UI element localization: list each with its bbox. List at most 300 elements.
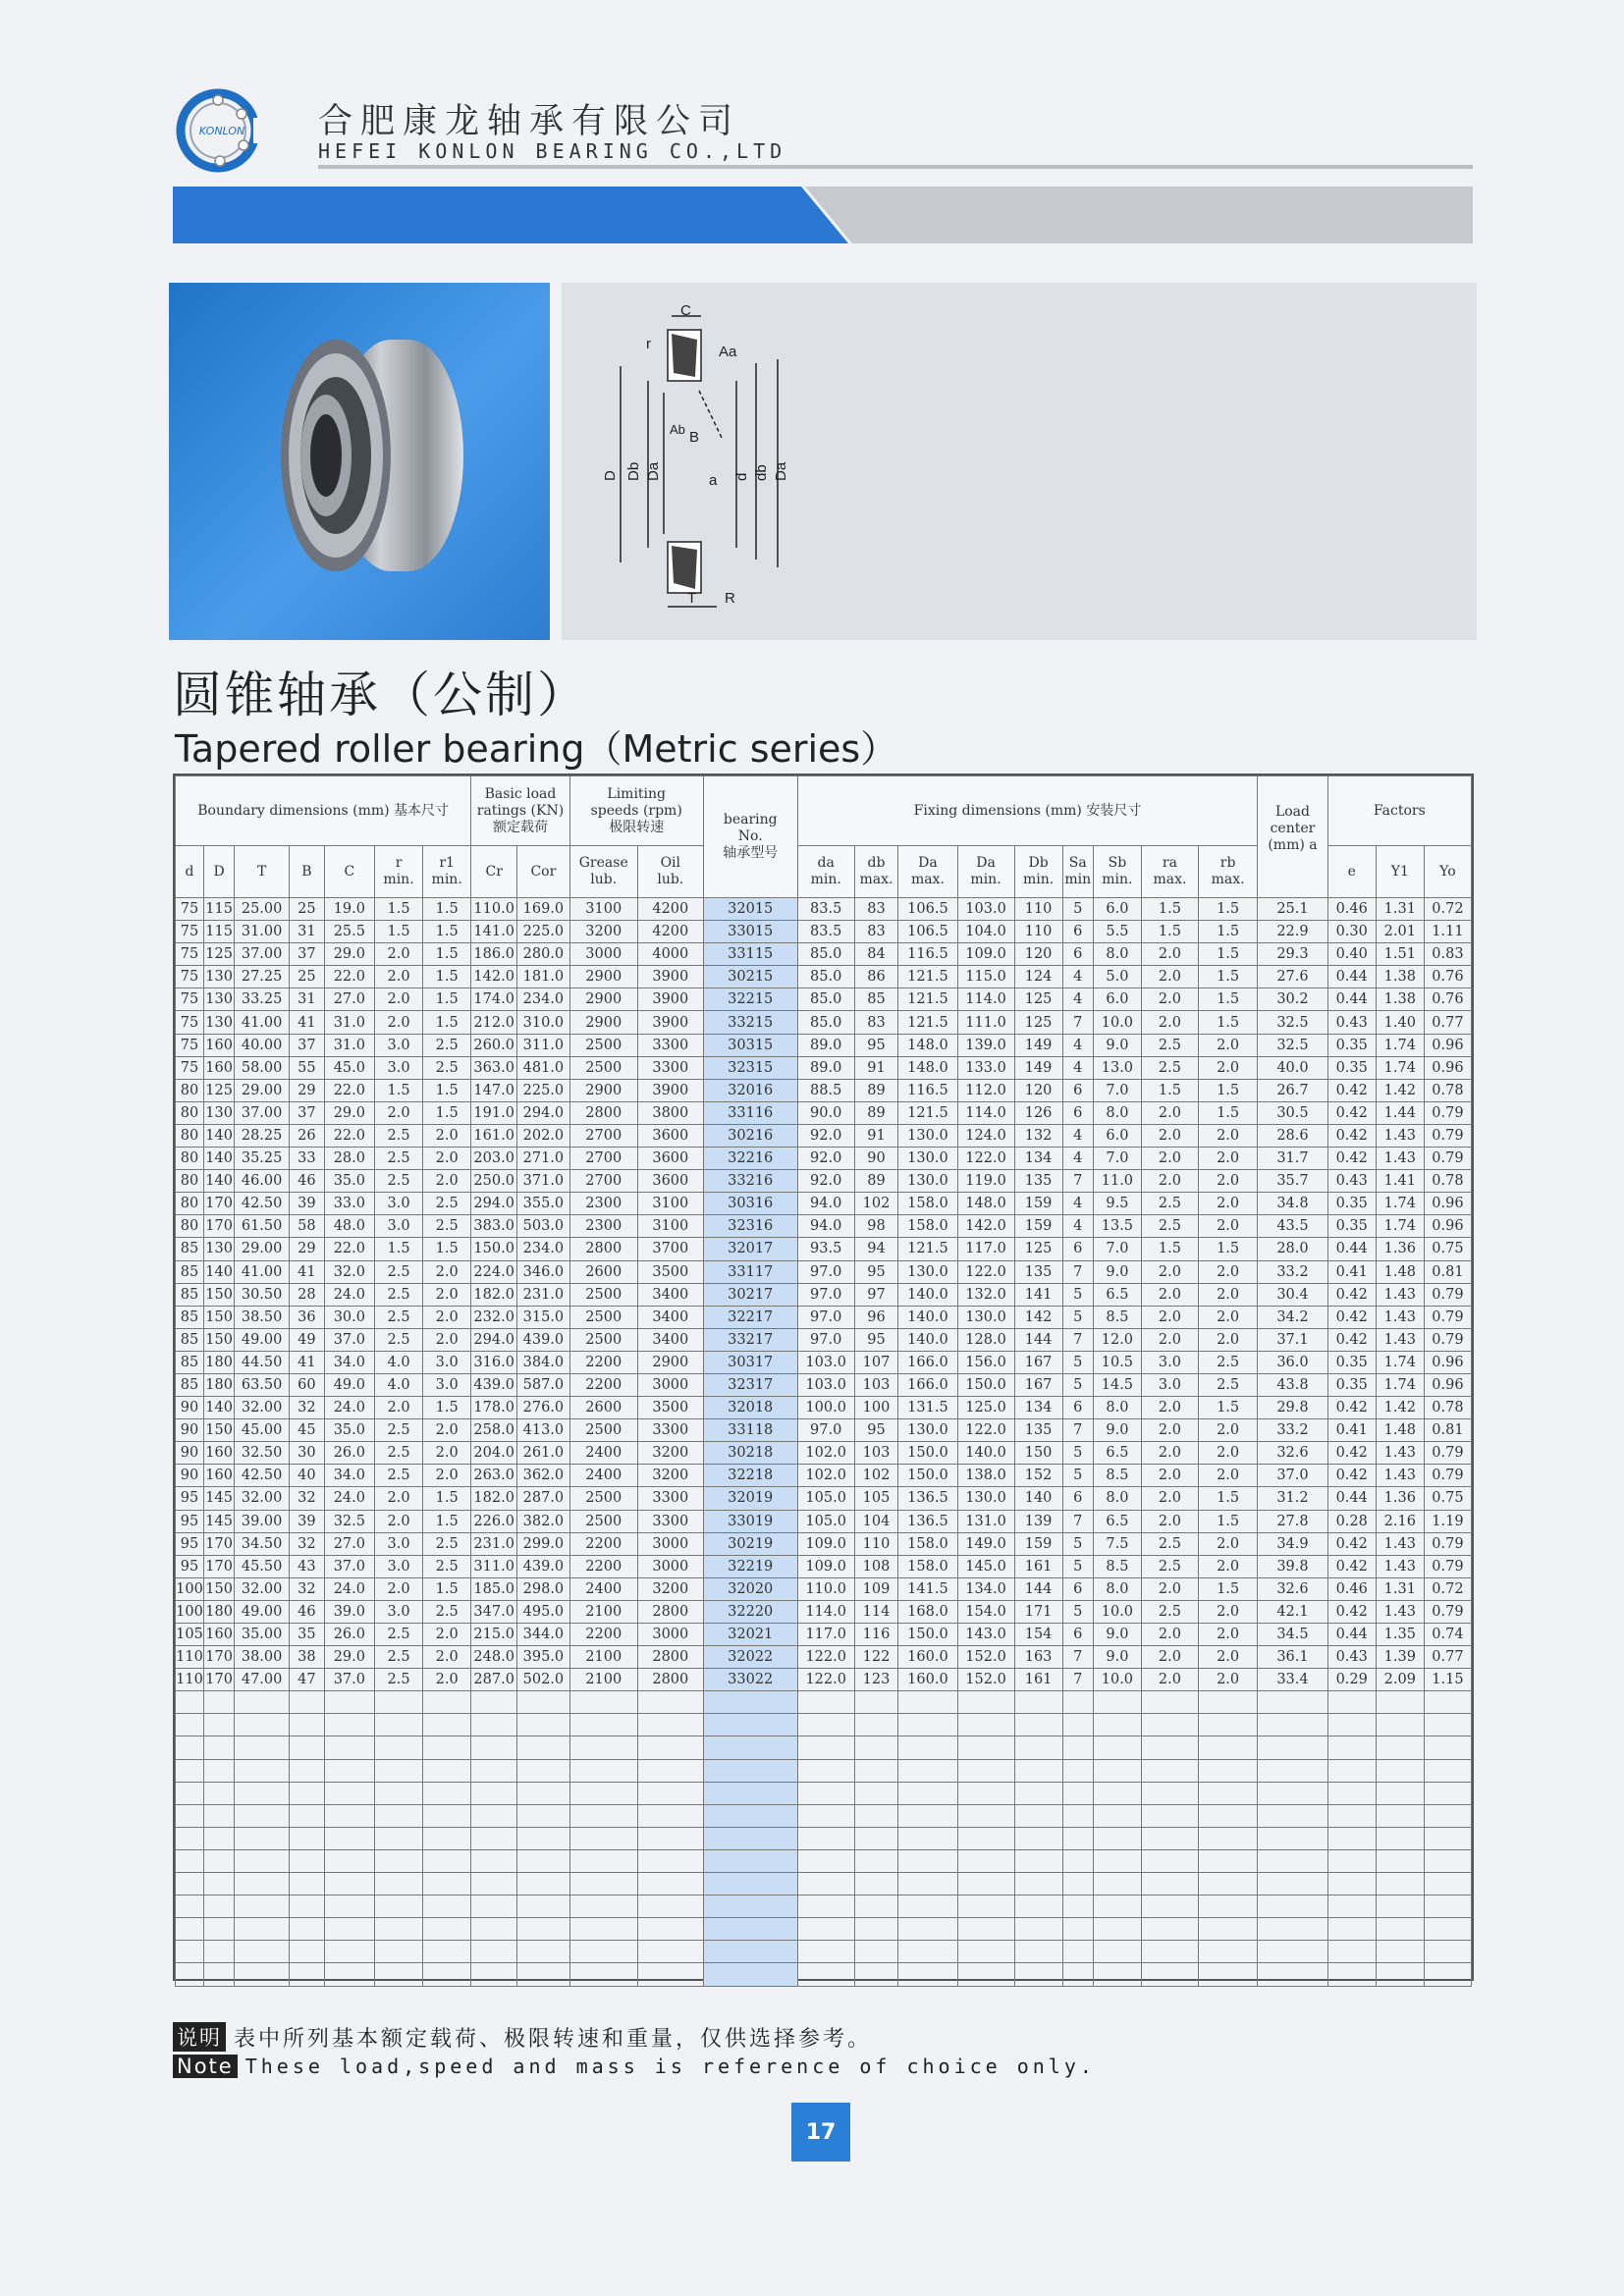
table-cell: 160 bbox=[204, 1624, 235, 1646]
empty-cell bbox=[854, 1736, 898, 1759]
empty-cell bbox=[637, 1896, 703, 1918]
table-cell: 2.0 bbox=[1141, 1465, 1198, 1487]
table-cell: 0.44 bbox=[1327, 966, 1376, 988]
table-cell: 40.0 bbox=[1258, 1056, 1327, 1079]
table-cell: 85 bbox=[176, 1283, 204, 1306]
table-cell: 6 bbox=[1062, 1624, 1093, 1646]
table-cell: 1.36 bbox=[1376, 1238, 1424, 1260]
table-cell: 43 bbox=[290, 1555, 325, 1577]
table-cell: 47.00 bbox=[235, 1669, 290, 1691]
table-cell: 2200 bbox=[569, 1532, 637, 1555]
table-cell: 1.5 bbox=[375, 1238, 423, 1260]
table-cell: 1.5 bbox=[1198, 1238, 1257, 1260]
table-cell: 0.96 bbox=[1424, 1193, 1471, 1215]
empty-cell bbox=[1141, 1827, 1198, 1849]
empty-cell bbox=[1014, 1759, 1062, 1782]
table-cell: 362.0 bbox=[517, 1465, 570, 1487]
table-cell: 31.0 bbox=[324, 1034, 374, 1056]
table-cell: 7.5 bbox=[1093, 1532, 1141, 1555]
table-cell: 25.00 bbox=[235, 898, 290, 921]
table-cell: 1.5 bbox=[1141, 1079, 1198, 1101]
table-cell: 33.2 bbox=[1258, 1260, 1327, 1283]
table-cell: 1.5 bbox=[1198, 1397, 1257, 1419]
table-cell: 2.0 bbox=[375, 1101, 423, 1124]
bearing-number-cell: 33216 bbox=[703, 1170, 797, 1193]
table-cell: 6 bbox=[1062, 1079, 1093, 1101]
table-cell: 29.0 bbox=[324, 1646, 374, 1669]
table-cell: 439.0 bbox=[517, 1328, 570, 1351]
empty-cell bbox=[854, 1963, 898, 1986]
table-cell: 110.0 bbox=[797, 1577, 854, 1600]
table-cell: 0.77 bbox=[1424, 1646, 1471, 1669]
table-cell: 140.0 bbox=[898, 1283, 957, 1306]
empty-cell bbox=[1258, 1714, 1327, 1736]
empty-cell bbox=[204, 1714, 235, 1736]
empty-cell bbox=[637, 1849, 703, 1872]
empty-cell bbox=[471, 1691, 517, 1714]
table-cell: 2.5 bbox=[423, 1034, 471, 1056]
header-band bbox=[173, 187, 1473, 243]
table-cell: 2400 bbox=[569, 1465, 637, 1487]
group-fixing: Fixing dimensions (mm) 安装尺寸 bbox=[797, 776, 1258, 846]
table-cell: 37 bbox=[290, 1034, 325, 1056]
column-header: Da min. bbox=[957, 846, 1014, 898]
table-cell: 185.0 bbox=[471, 1577, 517, 1600]
empty-cell bbox=[324, 1759, 374, 1782]
table-cell: 122.0 bbox=[957, 1260, 1014, 1283]
diagram-label-c: C bbox=[680, 302, 691, 319]
table-cell: 3.0 bbox=[375, 1034, 423, 1056]
table-cell: 1.35 bbox=[1376, 1624, 1424, 1646]
table-cell: 2800 bbox=[637, 1646, 703, 1669]
table-cell: 13.0 bbox=[1093, 1056, 1141, 1079]
table-cell: 2800 bbox=[569, 1101, 637, 1124]
table-cell: 34.0 bbox=[324, 1465, 374, 1487]
table-cell: 6.5 bbox=[1093, 1283, 1141, 1306]
empty-cell bbox=[797, 1873, 854, 1896]
table-cell: 43.8 bbox=[1258, 1373, 1327, 1396]
table-cell: 2.0 bbox=[375, 1577, 423, 1600]
table-cell: 75 bbox=[176, 1034, 204, 1056]
column-header: Grease lub. bbox=[569, 846, 637, 898]
empty-cell bbox=[1093, 1941, 1141, 1963]
table-cell: 75 bbox=[176, 1011, 204, 1034]
table-cell: 147.0 bbox=[471, 1079, 517, 1101]
table-cell: 3300 bbox=[637, 1487, 703, 1510]
empty-cell bbox=[1258, 1782, 1327, 1804]
table-cell: 42.50 bbox=[235, 1193, 290, 1215]
table-cell: 32.5 bbox=[1258, 1034, 1327, 1056]
empty-cell bbox=[703, 1736, 797, 1759]
table-cell: 2.0 bbox=[1141, 1510, 1198, 1532]
table-cell: 1.5 bbox=[423, 898, 471, 921]
table-cell: 346.0 bbox=[517, 1260, 570, 1283]
table-cell: 46 bbox=[290, 1170, 325, 1193]
group-load-center: Load center (mm) a bbox=[1258, 776, 1327, 898]
table-cell: 141.0 bbox=[471, 921, 517, 943]
table-cell: 2.0 bbox=[1198, 1442, 1257, 1465]
table-cell: 84 bbox=[854, 943, 898, 966]
table-cell: 170 bbox=[204, 1532, 235, 1555]
table-cell: 116 bbox=[854, 1624, 898, 1646]
table-cell: 2.0 bbox=[1198, 1465, 1257, 1487]
table-cell: 2.0 bbox=[375, 1510, 423, 1532]
table-cell: 311.0 bbox=[471, 1555, 517, 1577]
table-cell: 232.0 bbox=[471, 1306, 517, 1328]
table-cell: 2.0 bbox=[1198, 1328, 1257, 1351]
table-cell: 2.5 bbox=[423, 1555, 471, 1577]
empty-cell bbox=[204, 1849, 235, 1872]
table-row bbox=[176, 1577, 1472, 1600]
empty-cell bbox=[235, 1736, 290, 1759]
empty-cell bbox=[1093, 1849, 1141, 1872]
table-cell: 126 bbox=[1014, 1101, 1062, 1124]
column-header: e bbox=[1327, 846, 1376, 898]
table-cell: 111.0 bbox=[957, 1011, 1014, 1034]
table-cell: 2.5 bbox=[375, 1283, 423, 1306]
table-cell: 85.0 bbox=[797, 943, 854, 966]
table-cell: 94 bbox=[854, 1238, 898, 1260]
table-cell: 32 bbox=[290, 1577, 325, 1600]
table-cell: 86 bbox=[854, 966, 898, 988]
column-header: B bbox=[290, 846, 325, 898]
table-cell: 2.0 bbox=[1141, 1328, 1198, 1351]
table-cell: 6.0 bbox=[1093, 1124, 1141, 1147]
table-cell: 0.79 bbox=[1424, 1442, 1471, 1465]
empty-cell bbox=[1424, 1691, 1471, 1714]
table-cell: 141 bbox=[1014, 1283, 1062, 1306]
table-cell: 0.35 bbox=[1327, 1056, 1376, 1079]
table-cell: 2.0 bbox=[423, 1442, 471, 1465]
empty-cell bbox=[1093, 1714, 1141, 1736]
empty-cell bbox=[1376, 1896, 1424, 1918]
table-cell: 103.0 bbox=[797, 1351, 854, 1373]
empty-cell bbox=[1093, 1827, 1141, 1849]
empty-cell bbox=[290, 1759, 325, 1782]
empty-cell bbox=[324, 1896, 374, 1918]
table-cell: 148.0 bbox=[898, 1056, 957, 1079]
table-cell: 2.0 bbox=[423, 1124, 471, 1147]
table-cell: 134.0 bbox=[957, 1577, 1014, 1600]
table-cell: 294.0 bbox=[471, 1193, 517, 1215]
table-cell: 29.0 bbox=[324, 943, 374, 966]
empty-cell bbox=[290, 1963, 325, 1986]
table-cell: 2.5 bbox=[375, 1328, 423, 1351]
table-cell: 3900 bbox=[637, 1011, 703, 1034]
table-cell: 0.43 bbox=[1327, 1646, 1376, 1669]
table-cell: 85.0 bbox=[797, 966, 854, 988]
table-cell: 80 bbox=[176, 1101, 204, 1124]
empty-cell bbox=[471, 1782, 517, 1804]
table-cell: 0.96 bbox=[1424, 1056, 1471, 1079]
table-cell: 2800 bbox=[569, 1238, 637, 1260]
empty-cell bbox=[1327, 1849, 1376, 1872]
table-cell: 103 bbox=[854, 1442, 898, 1465]
table-cell: 49.00 bbox=[235, 1328, 290, 1351]
table-cell: 180 bbox=[204, 1373, 235, 1396]
table-cell: 0.78 bbox=[1424, 1079, 1471, 1101]
table-cell: 2.5 bbox=[375, 1260, 423, 1283]
table-cell: 160 bbox=[204, 1442, 235, 1465]
table-cell: 154.0 bbox=[957, 1600, 1014, 1623]
table-cell: 83 bbox=[854, 898, 898, 921]
table-cell: 100 bbox=[176, 1600, 204, 1623]
table-cell: 34.0 bbox=[324, 1351, 374, 1373]
empty-cell bbox=[1258, 1691, 1327, 1714]
empty-cell bbox=[423, 1918, 471, 1941]
table-cell: 3900 bbox=[637, 966, 703, 988]
table-cell: 1.74 bbox=[1376, 1215, 1424, 1238]
table-cell: 9.5 bbox=[1093, 1193, 1141, 1215]
table-cell: 130.0 bbox=[957, 1306, 1014, 1328]
table-cell: 2.0 bbox=[375, 966, 423, 988]
table-cell: 1.43 bbox=[1376, 1306, 1424, 1328]
empty-cell bbox=[517, 1782, 570, 1804]
table-cell: 1.38 bbox=[1376, 966, 1424, 988]
empty-cell bbox=[957, 1873, 1014, 1896]
empty-cell bbox=[1424, 1873, 1471, 1896]
empty-cell bbox=[1258, 1849, 1327, 1872]
table-row bbox=[176, 1011, 1472, 1034]
table-cell: 1.31 bbox=[1376, 898, 1424, 921]
empty-cell bbox=[569, 1849, 637, 1872]
empty-cell bbox=[797, 1896, 854, 1918]
table-cell: 0.44 bbox=[1327, 988, 1376, 1011]
note bbox=[173, 2022, 1096, 2081]
table-cell: 2500 bbox=[569, 1328, 637, 1351]
table-cell: 103.0 bbox=[797, 1373, 854, 1396]
table-cell: 110 bbox=[1014, 921, 1062, 943]
empty-cell bbox=[375, 1849, 423, 1872]
table-cell: 1.5 bbox=[423, 921, 471, 943]
empty-cell bbox=[423, 1827, 471, 1849]
table-cell: 8.0 bbox=[1093, 943, 1141, 966]
table-cell: 19.0 bbox=[324, 898, 374, 921]
table-cell: 39.8 bbox=[1258, 1555, 1327, 1577]
table-cell: 7 bbox=[1062, 1260, 1093, 1283]
table-cell: 1.43 bbox=[1376, 1148, 1424, 1170]
empty-cell bbox=[1327, 1736, 1376, 1759]
table-cell: 0.81 bbox=[1424, 1260, 1471, 1283]
table-cell: 2.0 bbox=[1141, 943, 1198, 966]
table-cell: 4 bbox=[1062, 1148, 1093, 1170]
empty-cell bbox=[898, 1736, 957, 1759]
table-cell: 7.0 bbox=[1093, 1238, 1141, 1260]
table-cell: 7.0 bbox=[1093, 1079, 1141, 1101]
diagram-label-r: r bbox=[646, 336, 651, 352]
empty-cell bbox=[569, 1782, 637, 1804]
table-cell: 6 bbox=[1062, 943, 1093, 966]
table-cell: 298.0 bbox=[517, 1577, 570, 1600]
empty-cell bbox=[1014, 1918, 1062, 1941]
bearing-number-cell: 30316 bbox=[703, 1193, 797, 1215]
table-cell: 83 bbox=[854, 1011, 898, 1034]
table-cell: 95 bbox=[176, 1532, 204, 1555]
table-cell: 11.0 bbox=[1093, 1170, 1141, 1193]
empty-cell bbox=[290, 1873, 325, 1896]
table-cell: 287.0 bbox=[471, 1669, 517, 1691]
empty-cell bbox=[423, 1736, 471, 1759]
table-cell: 226.0 bbox=[471, 1510, 517, 1532]
empty-cell bbox=[1093, 1782, 1141, 1804]
table-cell: 0.44 bbox=[1327, 1624, 1376, 1646]
empty-cell bbox=[898, 1827, 957, 1849]
diagram-label-rr: R bbox=[725, 590, 735, 607]
empty-cell bbox=[703, 1849, 797, 1872]
empty-cell bbox=[898, 1963, 957, 1986]
empty-cell bbox=[1141, 1804, 1198, 1827]
table-cell: 1.43 bbox=[1376, 1532, 1424, 1555]
bearing-number-cell: 32018 bbox=[703, 1397, 797, 1419]
header-rule bbox=[318, 165, 1473, 169]
table-cell: 1.51 bbox=[1376, 943, 1424, 966]
table-cell: 9.0 bbox=[1093, 1646, 1141, 1669]
table-cell: 85 bbox=[176, 1260, 204, 1283]
table-cell: 49.0 bbox=[324, 1373, 374, 1396]
table-cell: 125 bbox=[204, 1079, 235, 1101]
bearing-number-cell: 30317 bbox=[703, 1351, 797, 1373]
table-cell: 204.0 bbox=[471, 1442, 517, 1465]
empty-cell bbox=[1258, 1736, 1327, 1759]
table-cell: 0.79 bbox=[1424, 1283, 1471, 1306]
table-cell: 8.0 bbox=[1093, 1397, 1141, 1419]
table-cell: 4 bbox=[1062, 1215, 1093, 1238]
table-cell: 2.5 bbox=[1141, 1056, 1198, 1079]
empty-cell bbox=[1014, 1827, 1062, 1849]
empty-cell bbox=[1141, 1963, 1198, 1986]
table-cell: 2.0 bbox=[375, 1487, 423, 1510]
empty-cell bbox=[290, 1714, 325, 1736]
table-cell: 130.0 bbox=[898, 1124, 957, 1147]
empty-cell bbox=[637, 1782, 703, 1804]
empty-cell bbox=[1327, 1941, 1376, 1963]
empty-cell bbox=[324, 1736, 374, 1759]
table-cell: 88.5 bbox=[797, 1079, 854, 1101]
empty-cell bbox=[703, 1691, 797, 1714]
empty-cell bbox=[1198, 1873, 1257, 1896]
empty-cell bbox=[1327, 1714, 1376, 1736]
empty-cell bbox=[703, 1782, 797, 1804]
table-cell: 97.0 bbox=[797, 1283, 854, 1306]
table-cell: 180 bbox=[204, 1351, 235, 1373]
table-cell: 260.0 bbox=[471, 1034, 517, 1056]
empty-cell bbox=[1141, 1849, 1198, 1872]
table-cell: 95 bbox=[854, 1419, 898, 1442]
table-cell: 150 bbox=[204, 1306, 235, 1328]
table-row bbox=[176, 1373, 1472, 1396]
table-row bbox=[176, 898, 1472, 921]
empty-cell bbox=[797, 1759, 854, 1782]
table-cell: 37.0 bbox=[1258, 1465, 1327, 1487]
table-cell: 150 bbox=[204, 1419, 235, 1442]
table-cell: 8.5 bbox=[1093, 1555, 1141, 1577]
empty-cell bbox=[1258, 1918, 1327, 1941]
empty-cell bbox=[569, 1827, 637, 1849]
table-cell: 3100 bbox=[637, 1215, 703, 1238]
table-cell: 159 bbox=[1014, 1532, 1062, 1555]
table-cell: 3.0 bbox=[423, 1373, 471, 1396]
table-cell: 27.8 bbox=[1258, 1510, 1327, 1532]
table-cell: 105.0 bbox=[797, 1487, 854, 1510]
empty-cell bbox=[898, 1759, 957, 1782]
bearing-number-cell: 32218 bbox=[703, 1465, 797, 1487]
table-cell: 150 bbox=[204, 1328, 235, 1351]
table-cell: 26 bbox=[290, 1124, 325, 1147]
empty-cell bbox=[1062, 1804, 1093, 1827]
table-cell: 89 bbox=[854, 1101, 898, 1124]
empty-cell bbox=[517, 1849, 570, 1872]
table-cell: 38.00 bbox=[235, 1646, 290, 1669]
empty-cell bbox=[375, 1941, 423, 1963]
empty-cell bbox=[324, 1918, 374, 1941]
table-row bbox=[176, 1260, 1472, 1283]
empty-cell bbox=[1327, 1804, 1376, 1827]
table-cell: 47 bbox=[290, 1669, 325, 1691]
table-cell: 294.0 bbox=[471, 1328, 517, 1351]
empty-cell bbox=[1376, 1849, 1424, 1872]
empty-cell bbox=[1327, 1963, 1376, 1986]
empty-cell bbox=[1141, 1873, 1198, 1896]
empty-cell bbox=[569, 1896, 637, 1918]
empty-cell bbox=[235, 1849, 290, 1872]
page-number: 17 bbox=[791, 2103, 850, 2162]
table-cell: 1.5 bbox=[1198, 898, 1257, 921]
empty-cell bbox=[471, 1896, 517, 1918]
diagram-label-ab: Ab bbox=[670, 422, 685, 437]
empty-row bbox=[176, 1714, 1472, 1736]
table-cell: 363.0 bbox=[471, 1056, 517, 1079]
table-cell: 4200 bbox=[637, 921, 703, 943]
table-cell: 395.0 bbox=[517, 1646, 570, 1669]
table-cell: 75 bbox=[176, 966, 204, 988]
table-cell: 150.0 bbox=[898, 1624, 957, 1646]
table-cell: 31.2 bbox=[1258, 1487, 1327, 1510]
table-cell: 0.35 bbox=[1327, 1215, 1376, 1238]
empty-cell bbox=[569, 1714, 637, 1736]
table-cell: 40.00 bbox=[235, 1034, 290, 1056]
table-cell: 2.0 bbox=[423, 1306, 471, 1328]
table-cell: 2.5 bbox=[1141, 1034, 1198, 1056]
empty-cell bbox=[235, 1714, 290, 1736]
table-cell: 2.0 bbox=[375, 1397, 423, 1419]
table-cell: 481.0 bbox=[517, 1056, 570, 1079]
table-row bbox=[176, 1555, 1472, 1577]
empty-cell bbox=[176, 1759, 204, 1782]
table-cell: 152.0 bbox=[957, 1646, 1014, 1669]
empty-cell bbox=[176, 1963, 204, 1986]
column-header: Y1 bbox=[1376, 846, 1424, 898]
table-cell: 45.0 bbox=[324, 1056, 374, 1079]
table-cell: 166.0 bbox=[898, 1373, 957, 1396]
table-cell: 1.40 bbox=[1376, 1011, 1424, 1034]
table-cell: 150 bbox=[204, 1577, 235, 1600]
table-cell: 0.83 bbox=[1424, 943, 1471, 966]
table-cell: 3.0 bbox=[375, 1600, 423, 1623]
group-factors: Factors bbox=[1327, 776, 1471, 846]
table-row bbox=[176, 943, 1472, 966]
diagram-label-b: B bbox=[689, 429, 700, 446]
empty-cell bbox=[375, 1896, 423, 1918]
empty-cell bbox=[290, 1691, 325, 1714]
table-cell: 2.5 bbox=[375, 1646, 423, 1669]
empty-cell bbox=[703, 1918, 797, 1941]
table-cell: 142 bbox=[1014, 1306, 1062, 1328]
table-cell: 34.9 bbox=[1258, 1532, 1327, 1555]
table-cell: 0.41 bbox=[1327, 1260, 1376, 1283]
logo-text: KONLON bbox=[198, 125, 245, 137]
empty-cell bbox=[898, 1691, 957, 1714]
table-cell: 80 bbox=[176, 1124, 204, 1147]
